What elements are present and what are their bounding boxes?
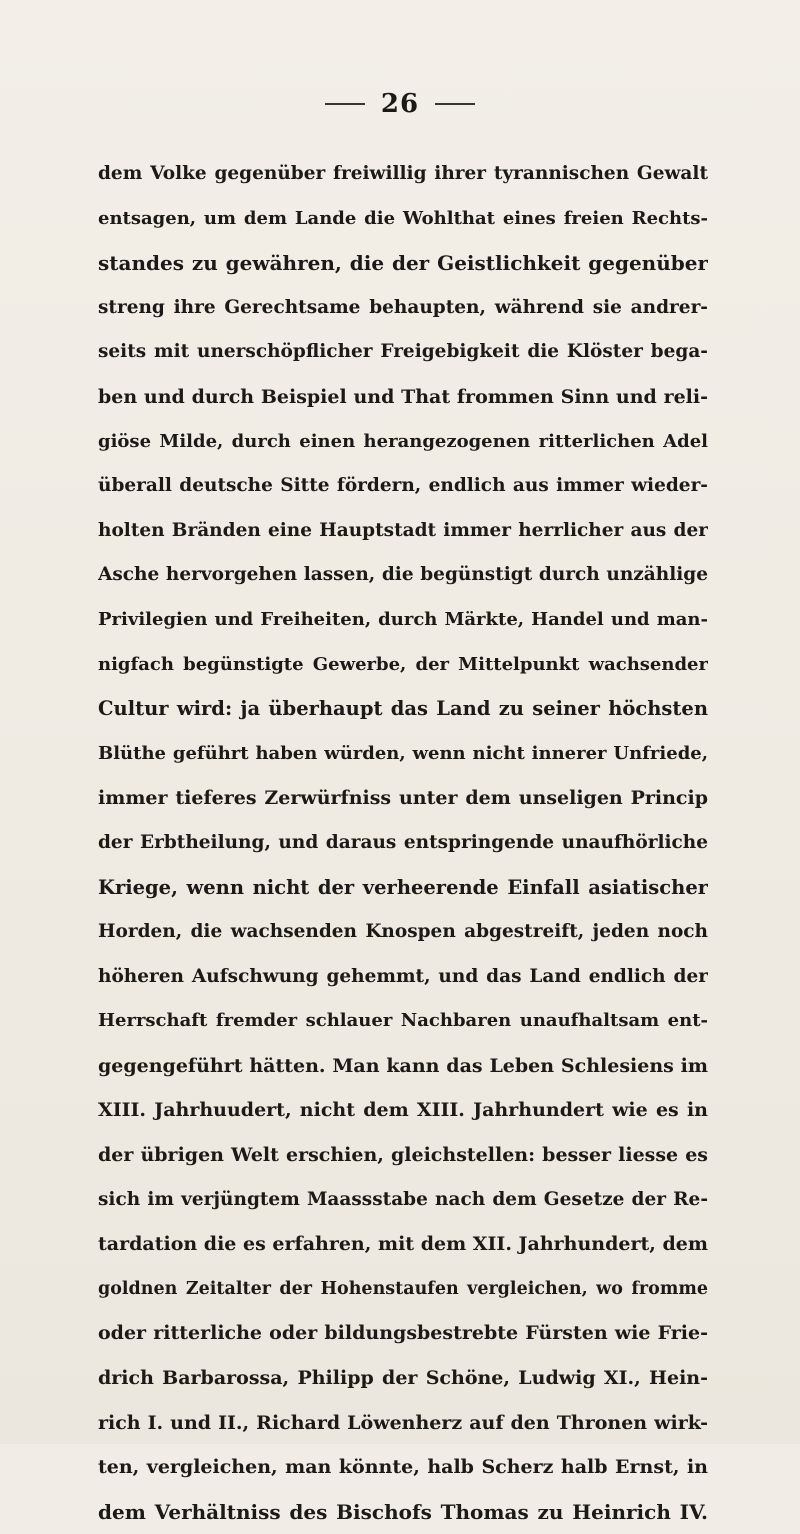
text-line: Herrschaft fremder schlauer Nachbaren unaufhaltsam ent- [98, 1010, 708, 1032]
text-line: dem Verhältniss des Bischofs Thomas zu Heinrich IV. [98, 1499, 708, 1524]
header-dash-left [325, 103, 365, 105]
text-line: entsagen, um dem Lande die Wohlthat eines freien Rechts- [98, 207, 708, 229]
text-line: oder ritterliche oder bildungsbestrebte Fürsten wie Frie- [98, 1322, 708, 1345]
text-line: nigfach begünstigte Gewerbe, der Mittelpunkt wachsender [98, 653, 708, 675]
text-line: Blüthe geführt haben würden, wenn nicht innerer Unfriede, [98, 742, 708, 764]
text-line: streng ihre Gerechtsame behaupten, während sie andrer- [98, 296, 708, 318]
text-line: höheren Aufschwung gehemmt, und das Land endlich der [98, 965, 708, 987]
text-line: goldnen Zeitalter der Hohenstaufen vergleichen, wo fromme [98, 1278, 708, 1299]
text-line: überall deutsche Sitte fördern, endlich aus immer wieder- [98, 475, 708, 497]
text-line: rich I. und II., Richard Löwenherz auf den Thronen wirk- [98, 1411, 708, 1434]
text-line: dem Volke gegenüber freiwillig ihrer tyrannischen Gewalt [98, 163, 708, 184]
text-line: standes zu gewähren, die der Geistlichkeit gegenüber [98, 251, 708, 276]
text-line: drich Barbarossa, Philipp der Schöne, Ludwig XI., Hein- [98, 1367, 708, 1390]
text-line: giöse Milde, durch einen herangezogenen ritterlichen Adel [98, 430, 708, 452]
page-number: 26 [380, 89, 420, 119]
page-header [0, 88, 800, 119]
text-line: ben und durch Beispiel und That frommen Sinn und reli- [98, 385, 708, 408]
text-line: XIII. Jahrhuudert, nicht dem XIII. Jahrhundert wie es in [98, 1099, 708, 1122]
text-line: seits mit unerschöpflicher Freigebigkeit die Klöster bega- [98, 341, 708, 363]
text-line: Horden, die wachsenden Knospen abgestreift, jeden noch [98, 921, 708, 943]
text-line: der übrigen Welt erschien, gleichstellen: besser liesse es [98, 1144, 708, 1167]
text-line: Privilegien und Freiheiten, durch Märkte, Handel und man- [98, 608, 708, 630]
text-line: gegengeführt hätten. Man kann das Leben Schlesiens im [98, 1054, 708, 1077]
text-line: Cultur wird: ja überhaupt das Land zu seiner höchsten [98, 697, 708, 721]
text-line: der Erbtheilung, und daraus entspringende unaufhörliche [98, 831, 708, 853]
text-line: Asche hervorgehen lassen, die begünstigt durch unzählige [98, 564, 708, 586]
text-line: Kriege, wenn nicht der verheerende Einfall asiatischer [98, 875, 708, 899]
text-line: ten, vergleichen, man könnte, halb Scherz halb Ernst, in [98, 1456, 708, 1479]
body-text [98, 152, 708, 1534]
text-line: tardation die es erfahren, mit dem XII. Jahrhundert, dem [98, 1233, 708, 1256]
text-line: immer tieferes Zerwürfniss unter dem unseligen Princip [98, 787, 708, 810]
text-line: sich im verjüngtem Maassstabe nach dem Gesetze der Re- [98, 1188, 708, 1210]
header-dash-right [435, 103, 475, 105]
text-line: holten Bränden eine Hauptstadt immer herrlicher aus der [98, 519, 708, 541]
